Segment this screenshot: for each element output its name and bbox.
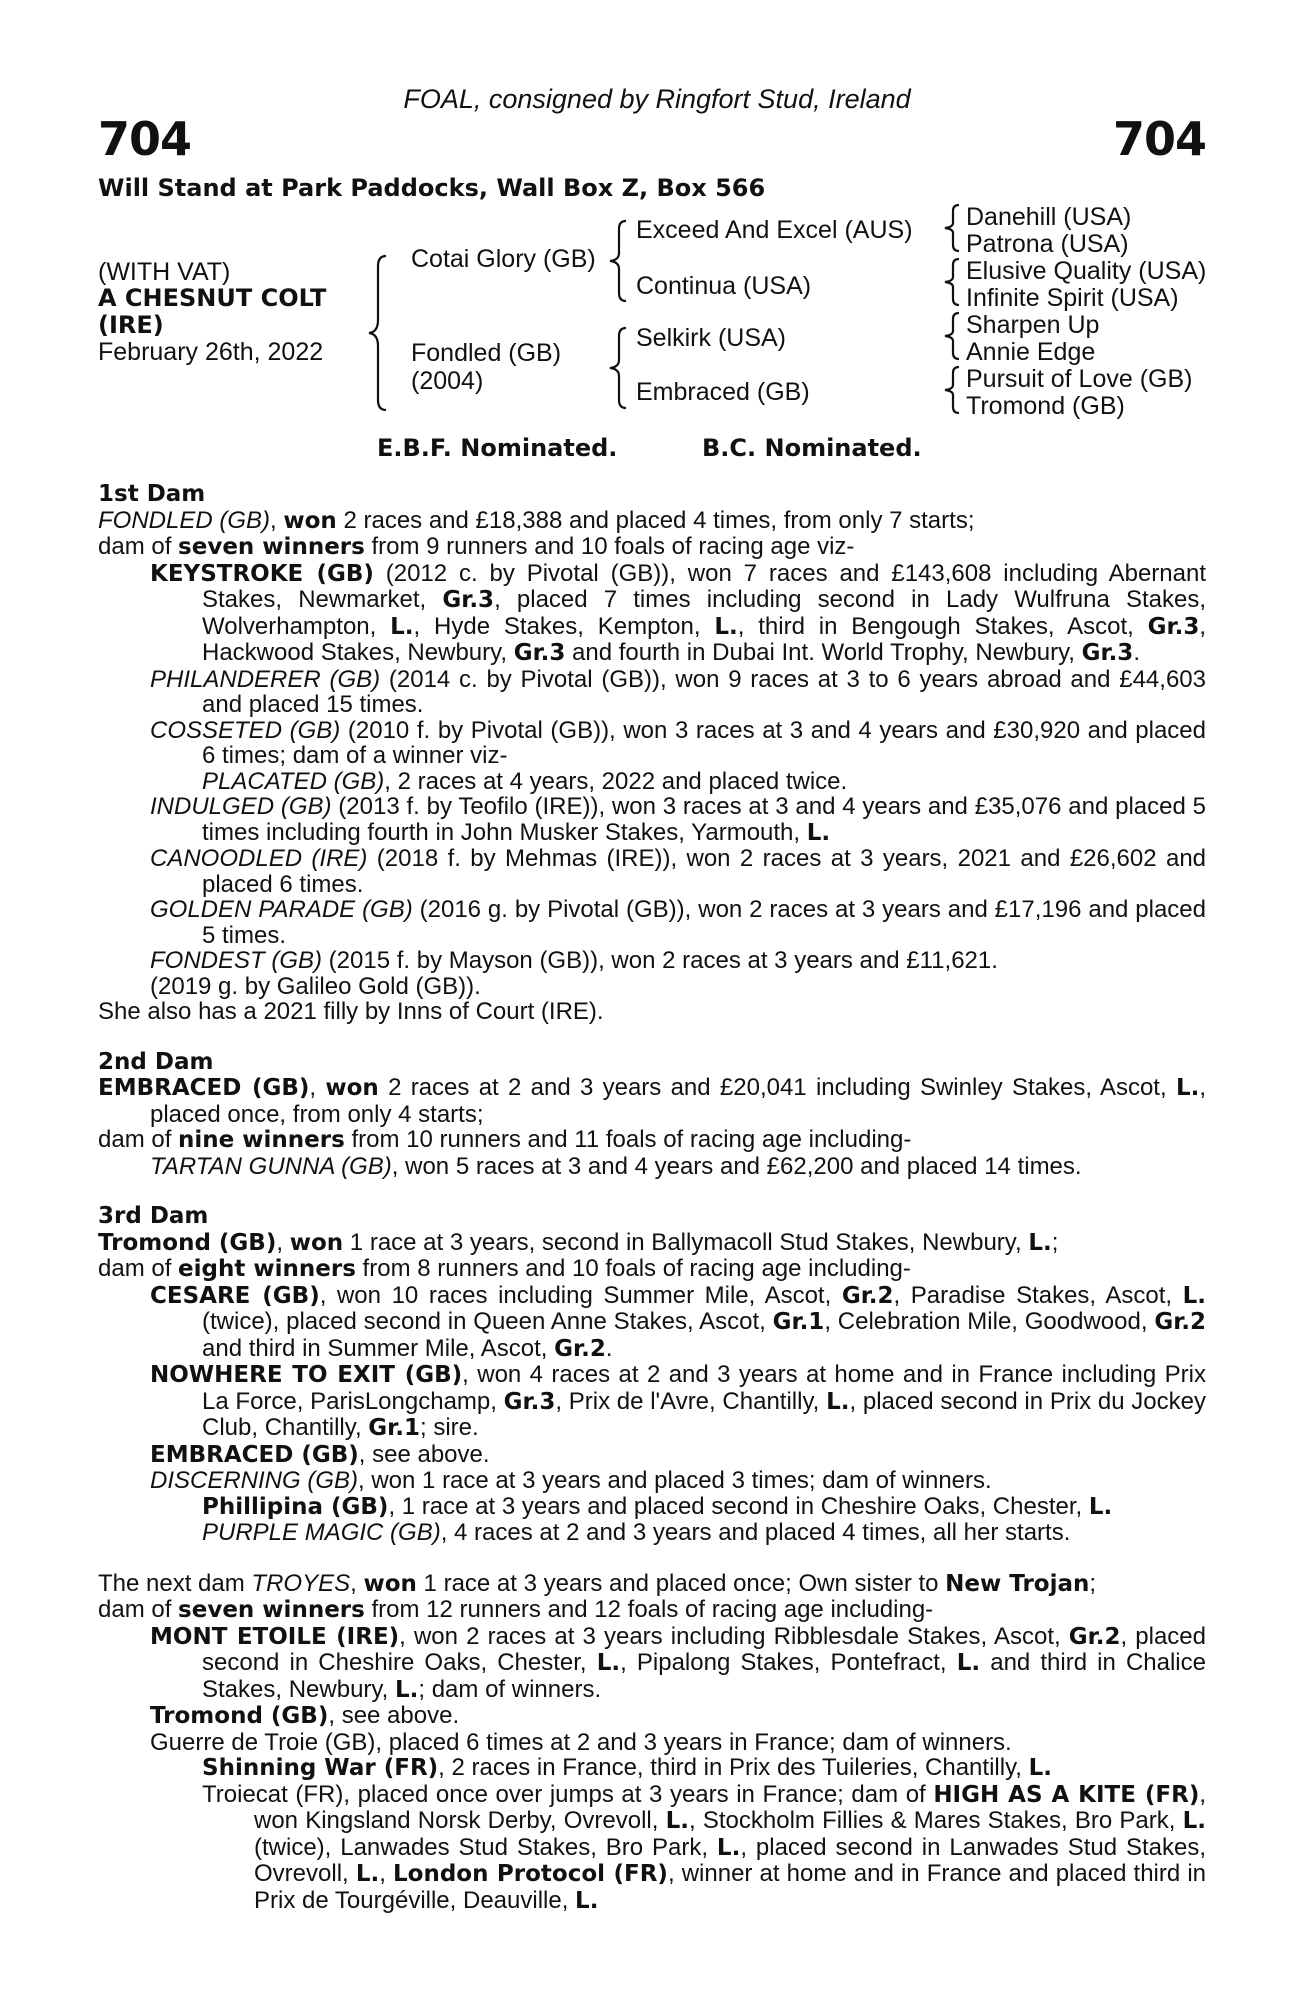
section-spacer [98,1025,1206,1050]
text-run: dam of [98,1255,179,1282]
text-run: ; sire. [419,1414,479,1441]
text-run: dam of [98,1596,179,1623]
bold-text: Tromond (GB) [98,1229,277,1256]
ancestor-gen3-3: Elusive Quality (USA) [966,257,1207,285]
section-heading: 1st Dam [98,481,206,507]
text-run: , 1 race at 3 years and placed second in Cheshire Oaks, Chester, [388,1492,1089,1520]
text-run: from 10 runners and 11 foals of racing age including- [344,1126,912,1153]
bold-text: Gr.1 [772,1309,825,1335]
bold-text: EMBRACED (GB) [150,1441,359,1468]
text-run: and fourth in Dubai Int. World Trophy, Newbury, [565,639,1082,666]
bold-text: Gr.3 [1081,640,1134,666]
text-run: , won Kingsland Norsk Derby, Ovrevoll, [254,1780,1207,1834]
pedigree-bracket-g3-4 [940,365,966,415]
bold-text: Gr.2 [1154,1309,1206,1335]
bold-text: Gr.1 [368,1415,420,1441]
text-run: , see above. [328,1702,460,1729]
bc-nomination: B.C. Nominated. [702,434,922,462]
produce-entry [98,1755,1206,1782]
bold-text: L. [1182,1808,1206,1834]
italic-text: DISCERNING (GB) [150,1467,359,1494]
text-run: and third in Chalice Stakes, Newbury, [202,1649,1206,1703]
text-run: (2010 f. by Pivotal (GB)), won 3 races at 3 and 4 years and £30,920 and placed 6 times; dam of a winner viz- [202,716,1207,769]
text-run: Guerre de Troie (GB), placed 6 times at 2 and 3 years in France; dam of winners. [150,1728,1012,1756]
text-run: , Hackwood Stakes, Newbury, [202,612,1206,666]
text-run: , 2 races in France, third in Prix des Tuileries, Chantilly, [438,1754,1029,1781]
ancestor-gen3-7: Pursuit of Love (GB) [966,365,1193,393]
consignor-line: FOAL, consigned by Ringfort Stud, Ireland [403,84,911,114]
produce-entry [98,1494,1206,1521]
italic-text: FONDLED (GB) [98,506,271,534]
produce-entry [98,974,1206,1000]
text-run: (2013 f. by Teofilo (IRE)), won 3 races at 3 and 4 years and £35,076 and placed 5 times including fourth in John Musker Stakes, Yarmouth, [202,793,1206,846]
ancestor-gen3-5: Sharpen Up [966,311,1100,339]
produce-entry [98,1283,1206,1363]
text-run: dam of [98,533,179,560]
produce-entry [98,948,1206,974]
bold-text: Gr.3 [513,640,566,666]
italic-text: TARTAN GUNNA (GB) [150,1152,392,1180]
dam-name: Fondled (GB) [411,339,562,367]
dam-foaling-year: (2004) [411,367,484,395]
bold-text: L. [806,819,831,846]
sire-sire-name: Exceed And Excel (AUS) [636,216,913,244]
text-run: , placed second in Lanwades Stud Stakes, Ovrevoll, [254,1833,1207,1887]
text-run: , [379,1860,393,1887]
ancestor-gen3-8: Tromond (GB) [966,392,1125,420]
bold-text: Gr.2 [841,1282,894,1309]
produce-entry [98,1730,1206,1756]
bold-text: seven winners [178,534,365,560]
bold-text: HIGH AS A KITE (FR) [933,1781,1200,1808]
text-run: , won 5 races at 3 and 4 years and £62,200 and placed 14 times. [391,1152,1082,1180]
dam-section [98,1025,1206,1180]
italic-text: TROYES [251,1569,351,1597]
produce-entry [98,1127,1206,1154]
bold-text: Gr.3 [1147,613,1200,640]
text-run: , Stockholm Fillies & Mares Stakes, Bro Park, [689,1807,1183,1834]
produce-entry [98,1520,1206,1546]
section-spacer [98,1546,1206,1571]
bold-text: KEYSTROKE (GB) [150,560,374,587]
produce-entry [98,1075,1206,1127]
bold-text: L. [1175,1075,1200,1101]
section-heading: 2nd Dam [98,1048,214,1075]
text-run: (twice), placed second in Queen Anne Stakes, Ascot, [202,1308,773,1335]
text-run: (2012 c. by Pivotal (GB)), won 7 races and £143,608 including Abernant Stakes, Newmarket, [202,559,1206,613]
pedigree-bracket-sire [604,219,634,303]
dam-sire-name: Selkirk (USA) [636,324,787,352]
text-run: , see above. [358,1440,490,1468]
bold-text: L. [665,1808,690,1834]
produce-entry [98,718,1206,769]
bold-text: Shinning War (FR) [202,1755,439,1781]
text-run: , won 1 race at 3 years and placed 3 times; dam of winners. [358,1467,992,1494]
text-run: dam of [98,1126,179,1153]
text-run: (2018 f. by Mehmas (IRE)), won 2 races at 3 years, 2021 and £26,602 and placed 6 times. [202,845,1207,898]
dam-section [98,1546,1206,1915]
italic-text: FONDEST (GB) [150,947,322,974]
bold-text: nine winners [178,1127,345,1153]
text-run: , placed second in Prix du Jockey Club, Chantilly, [202,1387,1206,1441]
text-run: , [276,1228,290,1256]
produce-entry [98,1782,1206,1915]
produce-entry [98,1468,1206,1494]
text-run: , won 10 races including Summer Mile, Ascot, [319,1281,842,1309]
bold-text: L. [355,1861,380,1887]
bold-text: EMBRACED (GB) [98,1075,310,1101]
bold-text: L. [716,1834,741,1861]
ancestor-gen3-4: Infinite Spirit (USA) [966,284,1179,312]
sire-dam-name: Continua (USA) [636,272,812,300]
text-run: , placed second in Cheshire Oaks, Chester, [202,1622,1206,1676]
text-run: and third in Summer Mile, Ascot, [202,1334,555,1362]
text-run: , [309,1074,326,1101]
produce-entry [98,1256,1206,1283]
bold-text: London Protocol (FR) [393,1861,668,1887]
text-run: from 9 runners and 10 foals of racing age viz- [364,533,855,560]
text-run: 2 races and £18,388 and placed 4 times, from only 7 starts; [336,506,975,534]
ancestor-gen3-6: Annie Edge [966,338,1096,366]
bold-text: L. [1028,1755,1053,1781]
produce-entry [98,897,1206,948]
foaling-date: February 26th, 2022 [98,338,324,366]
text-run: (2019 g. by Galileo Gold (GB)). [150,972,481,1000]
bold-text: won [363,1570,417,1597]
bold-text: L. [1182,1282,1207,1309]
text-run: Troiecat (FR), placed once over jumps at 3 years in France; dam of [202,1780,934,1808]
produce-entry [98,794,1206,846]
bold-text: L. [1088,1493,1113,1520]
ancestor-gen3-1: Danehill (USA) [966,203,1132,231]
text-run: ; [1089,1569,1097,1597]
italic-text: COSSETED (GB) [150,716,341,744]
produce-entry [98,1624,1206,1704]
bold-text: Phillipina (GB) [202,1493,389,1520]
italic-text: GOLDEN PARADE (GB) [150,896,413,923]
text-run: , Hyde Stakes, Kempton, [413,612,715,640]
text-run: , [350,1569,364,1597]
dam-section [98,1179,1206,1546]
pedigree-bracket-gen1 [366,254,396,412]
section-spacer [98,1179,1206,1204]
bold-text: Tromond (GB) [150,1703,329,1729]
italic-text: INDULGED (GB) [150,793,332,820]
text-run: 2 races at 2 and 3 years and £20,041 including Swinley Stakes, Ascot, [378,1074,1176,1101]
text-run: (2016 g. by Pivotal (GB)), won 2 races at 3 years and £17,196 and placed 5 times. [202,896,1207,949]
text-run: (2014 c. by Pivotal (GB)), won 9 races at 3 to 6 years abroad and £44,603 and placed 15 times. [202,665,1206,718]
text-run: , Paradise Stakes, Ascot, [893,1281,1183,1309]
italic-text: PLACATED (GB) [202,767,385,795]
dam-dam-name: Embraced (GB) [636,378,810,406]
bold-text: L. [596,1650,621,1676]
bold-text: NOWHERE TO EXIT (GB) [150,1362,463,1388]
text-run: , third in Bengough Stakes, Ascot, [737,612,1148,640]
produce-entry [98,534,1206,561]
text-run: , 4 races at 2 and 3 years and placed 4 times, all her starts. [440,1519,1071,1546]
text-run: , placed 7 times including second in Lady Wulfruna Stakes, Wolverhampton, [202,586,1206,640]
text-run: , Celebration Mile, Goodwood, [824,1308,1155,1335]
lot-title-country: (IRE) [98,311,164,339]
produce-entry [98,1571,1206,1598]
produce-entry [98,1362,1206,1442]
sire-name: Cotai Glory (GB) [411,245,596,273]
lot-title: A CHESNUT COLT [98,284,327,312]
bold-text: L. [714,613,738,640]
produce-entry [98,769,1206,795]
text-run: 1 race at 3 years and placed once; Own sister to [416,1569,946,1597]
ancestor-gen3-2: Patrona (USA) [966,230,1129,258]
bold-text: L. [1028,1229,1052,1256]
bold-text: L. [575,1887,599,1914]
text-run: from 12 runners and 12 foals of racing age including- [364,1596,934,1623]
stabling-location: Will Stand at Park Paddocks, Wall Box Z, Box 566 [98,174,766,202]
pedigree-bracket-dam [604,326,634,410]
produce-entry [98,1597,1206,1624]
catalogue-page-text [98,482,1206,1914]
text-run: , Prix de l'Avre, Chantilly, [555,1387,827,1415]
produce-entry [98,1154,1206,1180]
text-run: . [605,1334,613,1362]
bold-text: CESARE (GB) [150,1282,320,1309]
lot-number-right: 704 [1112,112,1206,166]
pedigree-bracket-g3-2 [940,257,966,307]
bold-text: MONT ETOILE (IRE) [150,1623,400,1650]
produce-entry [98,1442,1206,1469]
text-run: , Pipalong Stakes, Pontefract, [620,1649,957,1676]
produce-entry [98,667,1206,718]
bold-text: New Trojan [945,1570,1090,1597]
bold-text: eight winners [178,1256,356,1282]
text-run: from 8 runners and 10 foals of racing age including- [355,1255,911,1282]
text-run: , 2 races at 4 years, 2022 and placed twice. [384,767,848,795]
produce-entry [98,561,1206,667]
bold-text: seven winners [178,1597,365,1623]
vat-note: (WITH VAT) [98,258,231,286]
text-run: , [270,506,284,534]
produce-entry [98,846,1206,897]
italic-text: PHILANDERER (GB) [150,665,381,693]
text-run: 1 race at 3 years, second in Ballymacoll Stud Stakes, Newbury, [343,1228,1029,1256]
produce-entry [98,1230,1206,1257]
text-run: , placed once, from only 4 starts; [150,1074,1207,1128]
text-run: (twice), Lanwades Stud Stakes, Bro Park, [254,1833,717,1861]
text-run: The next dam [98,1569,252,1597]
text-run: , winner at home and in France and placed third in Prix de Tourgéville, Deauville, [254,1860,1207,1914]
produce-entry [98,508,1206,535]
ebf-nomination: E.B.F. Nominated. [377,434,618,462]
bold-text: L. [826,1388,850,1415]
text-run: ; dam of winners. [418,1675,602,1703]
bold-text: Gr.2 [554,1335,606,1362]
text-run: , won 4 races at 2 and 3 years at home and in France including Prix La Force, ParisLongchamp, [202,1361,1206,1415]
section-heading: 3rd Dam [98,1203,209,1229]
bold-text: won [325,1075,379,1101]
produce-entry [98,999,1206,1025]
bold-text: won [289,1229,344,1256]
text-run: ; [1051,1228,1059,1256]
text-run: She also has a 2021 filly by Inns of Court (IRE). [98,998,604,1025]
italic-text: PURPLE MAGIC (GB) [202,1519,441,1546]
pedigree-bracket-g3-3 [940,311,966,361]
pedigree-bracket-g3-1 [940,203,966,253]
lot-number-left: 704 [98,112,192,166]
bold-text: won [283,507,337,534]
text-run: . [1133,639,1140,666]
text-run: , won 2 races at 3 years including Ribblesdale Stakes, Ascot, [399,1622,1069,1650]
bold-text: L. [390,613,414,640]
bold-text: Gr.3 [503,1388,556,1415]
bold-text: L. [956,1650,981,1676]
italic-text: CANOODLED (IRE) [150,845,368,872]
produce-entry [98,1703,1206,1730]
dam-section [98,482,1206,1025]
bold-text: Gr.3 [442,587,495,613]
bold-text: Gr.2 [1068,1623,1121,1650]
bold-text: L. [394,1676,419,1703]
text-run: (2015 f. by Mayson (GB)), won 2 races at 3 years and £11,621. [322,947,998,974]
